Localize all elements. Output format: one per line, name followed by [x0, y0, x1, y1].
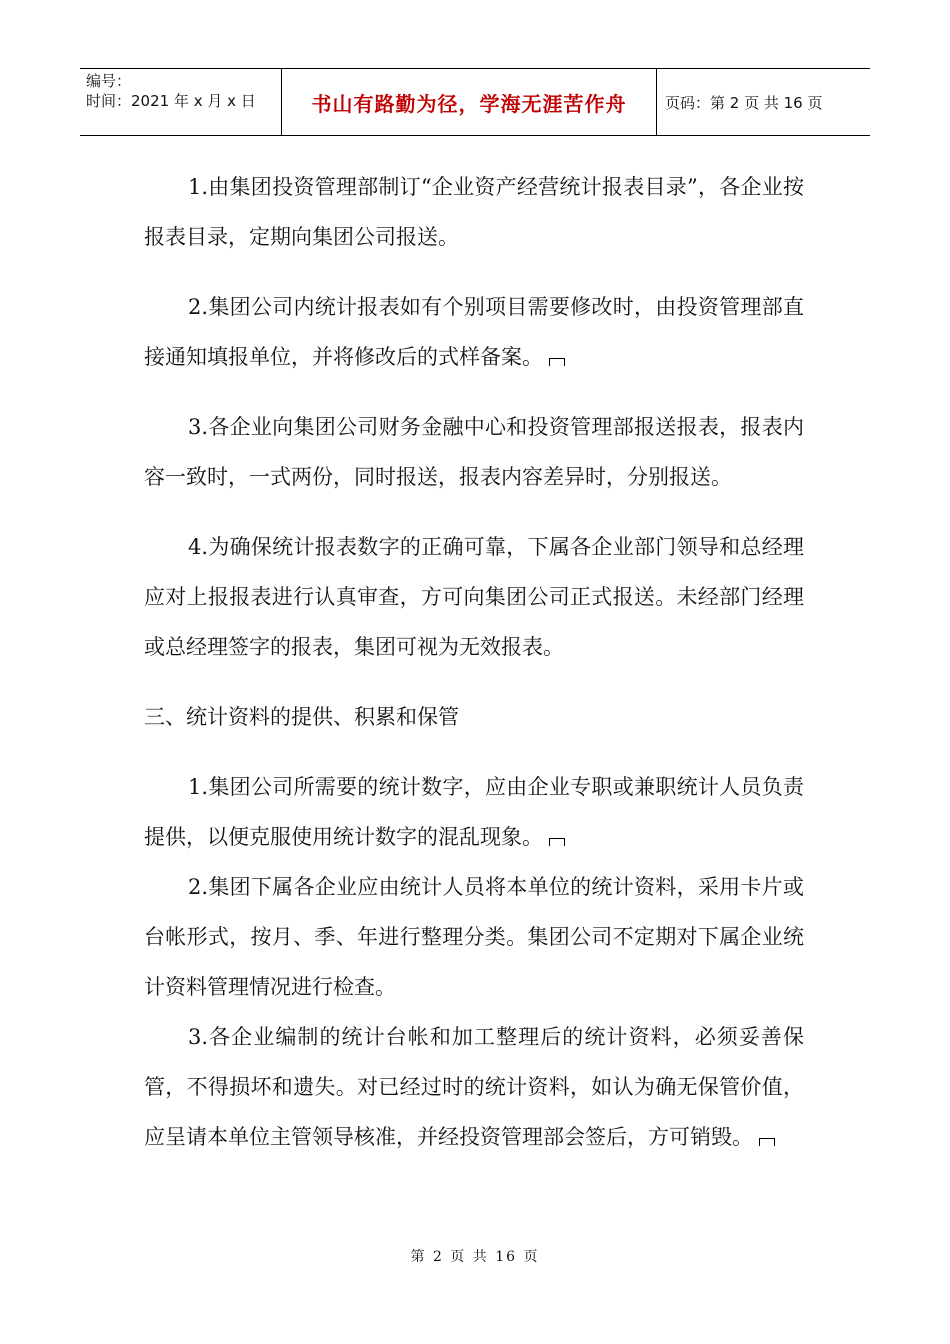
page-footer: 第 2 页 共 16 页	[410, 1249, 540, 1265]
paragraph: 3.各企业编制的统计台帐和加工整理后的统计资料，必须妥善保管，不得损坏和遗失。对已经过时的统计资料，如认为确无保管价值，应呈请本单位主管领导核准，并经投资管理部会签后，方可销毁。	[144, 1025, 804, 1149]
number-label: 编号：	[86, 72, 132, 90]
header-motto-cell	[282, 69, 657, 135]
header-table	[80, 68, 870, 136]
paragraph-mark-icon	[759, 1138, 775, 1146]
paragraph: 1.由集团投资管理部制订“企业资产经营统计报表目录”，各企业按报表目录，定期向集团公司报送。	[144, 175, 804, 249]
paragraph: 4.为确保统计报表数字的正确可靠，下属各企业部门领导和总经理应对上报报表进行认真审查，方可向集团公司正式报送。未经部门经理或总经理签字的报表，集团可视为无效报表。	[144, 535, 804, 659]
document-body	[144, 162, 804, 1162]
motto-text: 书山有路勤为径，学海无涯苦作舟	[311, 91, 627, 116]
paragraph: 2.集团公司内统计报表如有个别项目需要修改时，由投资管理部直接通知填报单位，并将修改后的式样备案。	[144, 295, 804, 369]
page-info: 页码：第 2 页 共 16 页	[665, 93, 823, 112]
paragraph: 1.集团公司所需要的统计数字，应由企业专职或兼职统计人员负责提供，以便克服使用统计数字的混乱现象。	[144, 775, 804, 849]
time-label: 时间：2021 年 x 月 x 日	[86, 92, 256, 110]
paragraph: 2.集团下属各企业应由统计人员将本单位的统计资料，采用卡片或台帐形式，按月、季、年进行整理分类。集团公司不定期对下属企业统计资料管理情况进行检查。	[144, 875, 804, 999]
header-meta	[80, 69, 282, 135]
section-heading: 三、统计资料的提供、积累和保管	[144, 705, 459, 729]
paragraph-mark-icon	[549, 358, 565, 366]
header-page-cell	[657, 69, 870, 135]
paragraph-mark-icon	[549, 838, 565, 846]
paragraph: 3.各企业向集团公司财务金融中心和投资管理部报送报表，报表内容一致时，一式两份，同时报送，报表内容差异时，分别报送。	[144, 415, 804, 489]
